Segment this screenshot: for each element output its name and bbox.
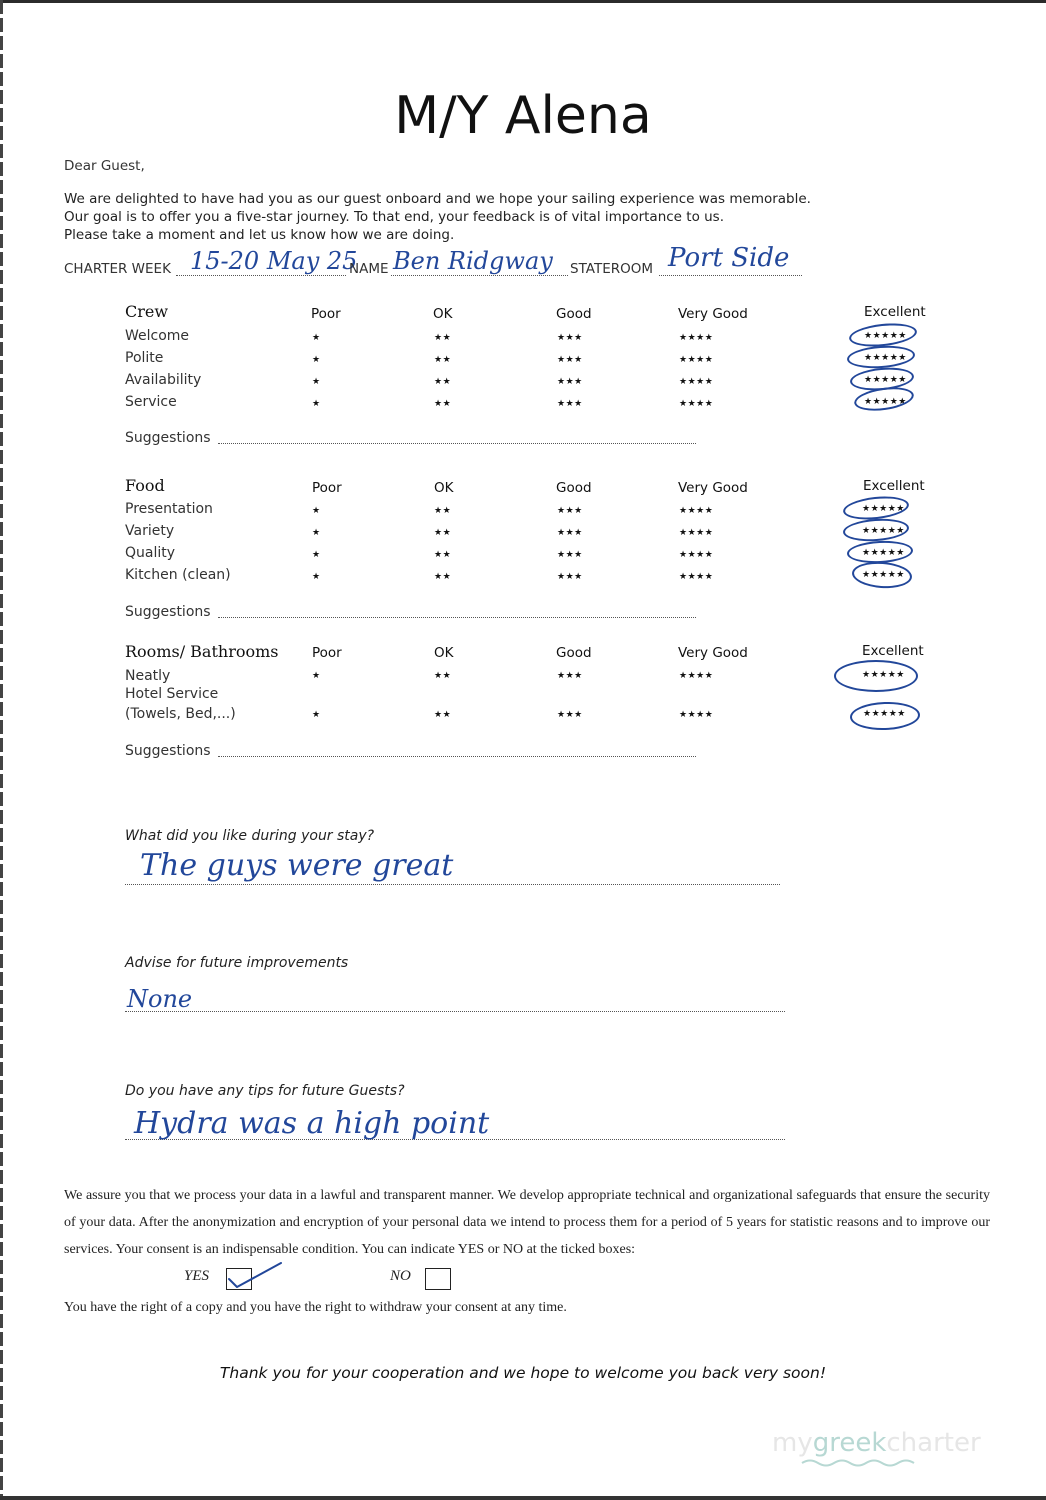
row-label: Variety bbox=[125, 523, 175, 539]
rating-very-good[interactable]: ★★★★ bbox=[679, 528, 714, 538]
form-title: M/Y Alena bbox=[394, 86, 652, 146]
question-tips-label: Do you have any tips for future Guests? bbox=[125, 1083, 405, 1099]
name-value[interactable]: Ben Ridgway bbox=[393, 247, 553, 275]
suggestions-label: Suggestions bbox=[125, 743, 211, 759]
col-good: Good bbox=[556, 480, 592, 496]
rating-good[interactable]: ★★★ bbox=[557, 528, 583, 538]
row-label: Availability bbox=[125, 372, 202, 388]
question-liked-label: What did you like during your stay? bbox=[125, 828, 375, 844]
rating-poor[interactable]: ★ bbox=[312, 355, 321, 365]
page-edge-bottom bbox=[0, 1496, 1046, 1500]
question-improvements-answer[interactable]: None bbox=[127, 985, 193, 1013]
wave-icon bbox=[800, 1458, 920, 1468]
col-ok: OK bbox=[434, 645, 454, 661]
question-liked-answer[interactable]: The guys were great bbox=[140, 848, 454, 883]
row-label: Kitchen (clean) bbox=[125, 567, 231, 583]
withdraw-text: You have the right of a copy and you have the right to withdraw your consent at any time. bbox=[64, 1300, 567, 1315]
rating-excellent[interactable]: ★★★★★ bbox=[864, 375, 907, 385]
consent-yes-label: YES bbox=[184, 1268, 210, 1284]
rating-very-good[interactable]: ★★★★ bbox=[679, 710, 714, 720]
rating-good[interactable]: ★★★ bbox=[557, 550, 583, 560]
rating-poor[interactable]: ★ bbox=[312, 506, 321, 516]
suggestions-line[interactable] bbox=[218, 756, 696, 757]
col-ok: OK bbox=[433, 306, 453, 322]
rating-poor[interactable]: ★ bbox=[312, 671, 321, 681]
rating-poor[interactable]: ★ bbox=[312, 550, 321, 560]
rating-ok[interactable]: ★★ bbox=[434, 399, 452, 409]
section-title-crew: Crew bbox=[125, 302, 169, 321]
selection-circle bbox=[834, 660, 918, 692]
stateroom-value[interactable]: Port Side bbox=[668, 243, 790, 273]
selection-circle bbox=[850, 701, 921, 731]
name-label: NAME bbox=[349, 261, 389, 277]
rating-poor[interactable]: ★ bbox=[312, 710, 321, 720]
rating-very-good[interactable]: ★★★★ bbox=[679, 399, 714, 409]
rating-very-good[interactable]: ★★★★ bbox=[679, 572, 714, 582]
rating-poor[interactable]: ★ bbox=[312, 399, 321, 409]
charter-week-value[interactable]: 15-20 May 25 bbox=[190, 247, 358, 275]
consent-yes-checkbox[interactable] bbox=[226, 1268, 252, 1290]
rating-excellent[interactable]: ★★★★★ bbox=[862, 548, 905, 558]
rating-ok[interactable]: ★★ bbox=[434, 377, 452, 387]
rating-good[interactable]: ★★★ bbox=[557, 506, 583, 516]
col-very-good: Very Good bbox=[678, 645, 748, 661]
row-label: Welcome bbox=[125, 328, 190, 344]
col-ok: OK bbox=[434, 480, 454, 496]
rating-very-good[interactable]: ★★★★ bbox=[679, 671, 714, 681]
check-mark-icon bbox=[225, 1261, 285, 1291]
col-poor: Poor bbox=[312, 645, 342, 661]
col-good: Good bbox=[556, 645, 592, 661]
rating-ok[interactable]: ★★ bbox=[434, 572, 452, 582]
rating-good[interactable]: ★★★ bbox=[557, 399, 583, 409]
col-poor: Poor bbox=[311, 306, 341, 322]
name-line bbox=[391, 275, 568, 276]
intro-line-3: Please take a moment and let us know how we are doing. bbox=[64, 227, 455, 243]
page-edge-top bbox=[0, 0, 1046, 3]
rating-excellent[interactable]: ★★★★★ bbox=[864, 331, 907, 341]
rating-excellent[interactable]: ★★★★★ bbox=[863, 709, 906, 719]
row-label: (Towels, Bed,...) bbox=[125, 706, 236, 722]
rating-poor[interactable]: ★ bbox=[312, 377, 321, 387]
col-very-good: Very Good bbox=[678, 306, 748, 322]
selection-circle bbox=[846, 344, 915, 371]
consent-no-label: NO bbox=[390, 1268, 411, 1284]
rating-excellent[interactable]: ★★★★★ bbox=[864, 353, 907, 363]
stateroom-line bbox=[659, 275, 802, 276]
rating-poor[interactable]: ★ bbox=[312, 572, 321, 582]
rating-excellent[interactable]: ★★★★★ bbox=[862, 570, 905, 580]
question-tips-answer[interactable]: Hydra was a high point bbox=[134, 1106, 490, 1141]
rating-excellent[interactable]: ★★★★★ bbox=[862, 670, 905, 680]
watermark-mid: greek bbox=[812, 1428, 887, 1458]
selection-circle bbox=[842, 517, 909, 544]
section-title-rooms: Rooms/ Bathrooms bbox=[125, 642, 279, 661]
rating-excellent[interactable]: ★★★★★ bbox=[862, 526, 905, 536]
row-label: Quality bbox=[125, 545, 176, 561]
row-label: Neatly bbox=[125, 668, 171, 684]
rating-very-good[interactable]: ★★★★ bbox=[679, 377, 714, 387]
rating-ok[interactable]: ★★ bbox=[434, 333, 452, 343]
rating-ok[interactable]: ★★ bbox=[434, 710, 452, 720]
rating-ok[interactable]: ★★ bbox=[434, 528, 452, 538]
rating-good[interactable]: ★★★ bbox=[557, 572, 583, 582]
rating-ok[interactable]: ★★ bbox=[434, 355, 452, 365]
col-very-good: Very Good bbox=[678, 480, 748, 496]
thank-you-note: Thank you for your cooperation and we hope to welcome you back very soon! bbox=[219, 1364, 827, 1382]
rating-ok[interactable]: ★★ bbox=[434, 506, 452, 516]
suggestions-label: Suggestions bbox=[125, 430, 211, 446]
rating-ok[interactable]: ★★ bbox=[434, 671, 452, 681]
rating-good[interactable]: ★★★ bbox=[557, 333, 583, 343]
rating-very-good[interactable]: ★★★★ bbox=[679, 550, 714, 560]
rating-very-good[interactable]: ★★★★ bbox=[679, 333, 714, 343]
rating-excellent[interactable]: ★★★★★ bbox=[864, 397, 907, 407]
row-label: Polite bbox=[125, 350, 164, 366]
rating-good[interactable]: ★★★ bbox=[557, 377, 583, 387]
suggestions-label: Suggestions bbox=[125, 604, 211, 620]
col-excellent: Excellent bbox=[863, 478, 925, 494]
consent-text: We assure you that we process your data in a lawful and transparent manner. We develop appropriate technical and organizational safeguards that ensure the security of your data. After the anonymization and encryption of your personal data we intend to process them for a period of 5 years for statistic reasons and to improve our services. Your consent is an indispensable condition. You can indicate YES or NO at the ticked boxes: bbox=[64, 1188, 990, 1257]
suggestions-line[interactable] bbox=[218, 443, 696, 444]
rating-poor[interactable]: ★ bbox=[312, 528, 321, 538]
rating-good[interactable]: ★★★ bbox=[557, 710, 583, 720]
col-good: Good bbox=[556, 306, 592, 322]
rating-excellent[interactable]: ★★★★★ bbox=[862, 504, 905, 514]
intro-line-1: We are delighted to have had you as our guest onboard and we hope your sailing experience was memorable. bbox=[64, 191, 811, 207]
question-improvements-label: Advise for future improvements bbox=[125, 955, 349, 971]
stateroom-label: STATEROOM bbox=[570, 261, 654, 277]
row-label: Service bbox=[125, 394, 177, 410]
selection-circle bbox=[851, 560, 913, 590]
row-label: Presentation bbox=[125, 501, 213, 517]
consent-no-checkbox[interactable] bbox=[425, 1268, 451, 1290]
suggestions-line[interactable] bbox=[218, 617, 696, 618]
rating-ok[interactable]: ★★ bbox=[434, 550, 452, 560]
rating-very-good[interactable]: ★★★★ bbox=[679, 355, 714, 365]
col-excellent: Excellent bbox=[862, 643, 924, 659]
charter-week-line bbox=[176, 275, 346, 276]
watermark-suffix: charter bbox=[886, 1428, 981, 1458]
watermark-logo bbox=[772, 1428, 981, 1458]
section-title-food: Food bbox=[125, 476, 165, 495]
page-edge-left bbox=[0, 0, 3, 1500]
col-excellent: Excellent bbox=[864, 304, 926, 320]
col-poor: Poor bbox=[312, 480, 342, 496]
watermark-prefix: my bbox=[772, 1428, 813, 1458]
rating-poor[interactable]: ★ bbox=[312, 333, 321, 343]
question-liked-line bbox=[125, 884, 780, 885]
row-label: Hotel Service bbox=[125, 686, 219, 702]
intro-line-2: Our goal is to offer you a five-star journey. To that end, your feedback is of vital importance to us. bbox=[64, 209, 725, 225]
charter-week-label: CHARTER WEEK bbox=[64, 261, 171, 277]
question-improvements-line bbox=[125, 1011, 785, 1012]
greeting: Dear Guest, bbox=[64, 158, 145, 174]
rating-very-good[interactable]: ★★★★ bbox=[679, 506, 714, 516]
rating-good[interactable]: ★★★ bbox=[557, 355, 583, 365]
rating-good[interactable]: ★★★ bbox=[557, 671, 583, 681]
